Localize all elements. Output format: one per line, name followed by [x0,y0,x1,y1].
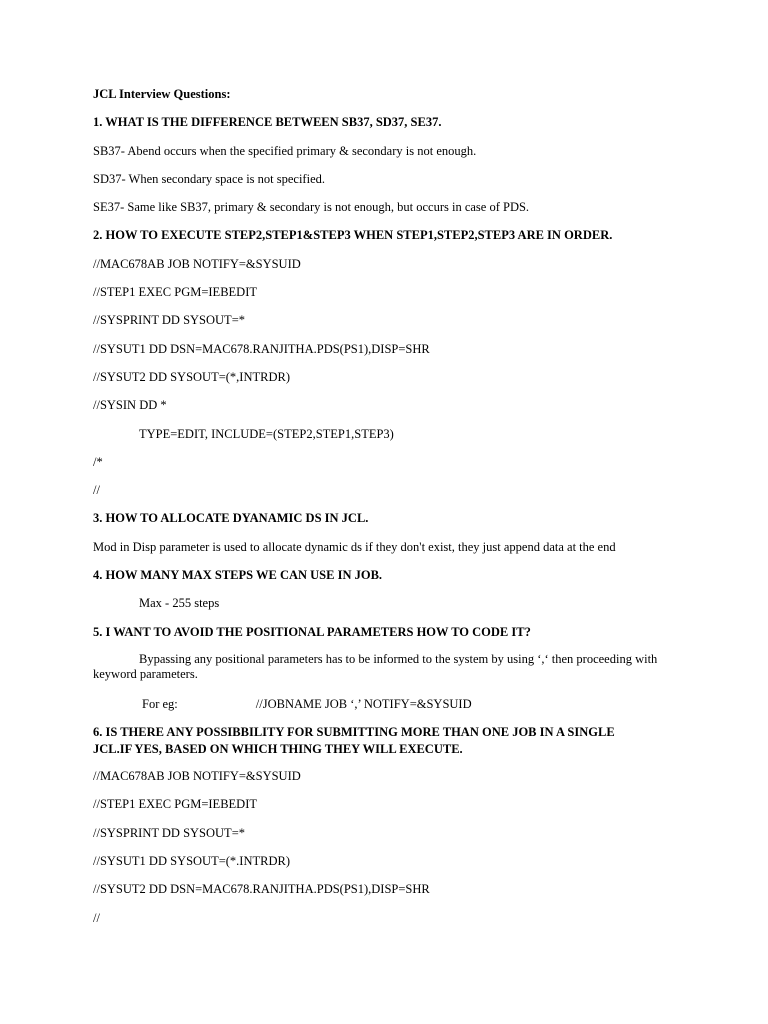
code-line: //SYSUT2 DD DSN=MAC678.RANJITHA.PDS(PS1),DISP=SHR [93,882,430,896]
code-line: //MAC678AB JOB NOTIFY=&SYSUID [93,769,301,783]
code-line: //SYSUT1 DD SYSOUT=(*.INTRDR) [93,854,290,868]
q1-answer-line: SE37- Same like SB37, primary & secondary is not enough, but occurs in case of PDS. [93,200,530,214]
question-1-heading: 1. WHAT IS THE DIFFERENCE BETWEEN SB37, SD37, SE37. [93,115,442,129]
question-6-heading-continued: JCL.IF YES, BASED ON WHICH THING THEY WILL EXECUTE. [93,742,463,756]
question-5-heading: 5. I WANT TO AVOID THE POSITIONAL PARAMETERS HOW TO CODE IT? [93,625,531,639]
code-line: // [93,483,100,497]
q5-answer: Bypassing any positional parameters has to be informed to the system by using ‘,‘ then proceeding with keyword parameters. [93,652,658,681]
code-line: //MAC678AB JOB NOTIFY=&SYSUID [93,257,301,271]
question-2-heading: 2. HOW TO EXECUTE STEP2,STEP1&STEP3 WHEN STEP1,STEP2,STEP3 ARE IN ORDER. [93,228,613,242]
question-3-heading: 3. HOW TO ALLOCATE DYANAMIC DS IN JCL. [93,511,369,525]
document-title: JCL Interview Questions: [93,87,231,101]
q1-answer-line: SB37- Abend occurs when the specified primary & secondary is not enough. [93,144,477,158]
q5-example [142,697,472,712]
q1-answer-line: SD37- When secondary space is not specified. [93,172,325,186]
code-line: //SYSPRINT DD SYSOUT=* [93,313,245,327]
code-line: //SYSUT2 DD SYSOUT=(*,INTRDR) [93,370,290,384]
q3-answer: Mod in Disp parameter is used to allocate dynamic ds if they don't exist, they just append data at the end [93,540,616,554]
code-line: /* [93,455,103,469]
example-code: //JOBNAME JOB ‘,’ NOTIFY=&SYSUID [255,697,472,711]
question-4-heading: 4. HOW MANY MAX STEPS WE CAN USE IN JOB. [93,568,383,582]
code-line: //SYSPRINT DD SYSOUT=* [93,826,245,840]
q4-answer: Max - 255 steps [139,596,220,610]
example-label: For eg: [142,697,178,711]
code-line: //STEP1 EXEC PGM=IEBEDIT [93,797,257,811]
code-line: //SYSUT1 DD DSN=MAC678.RANJITHA.PDS(PS1),DISP=SHR [93,342,430,356]
code-line: TYPE=EDIT, INCLUDE=(STEP2,STEP1,STEP3) [139,427,394,441]
question-6-heading: 6. IS THERE ANY POSSIBBILITY FOR SUBMITTING MORE THAN ONE JOB IN A SINGLE [93,725,615,739]
code-line: //SYSIN DD * [93,398,167,412]
code-line: // [93,911,100,925]
code-line: //STEP1 EXEC PGM=IEBEDIT [93,285,257,299]
